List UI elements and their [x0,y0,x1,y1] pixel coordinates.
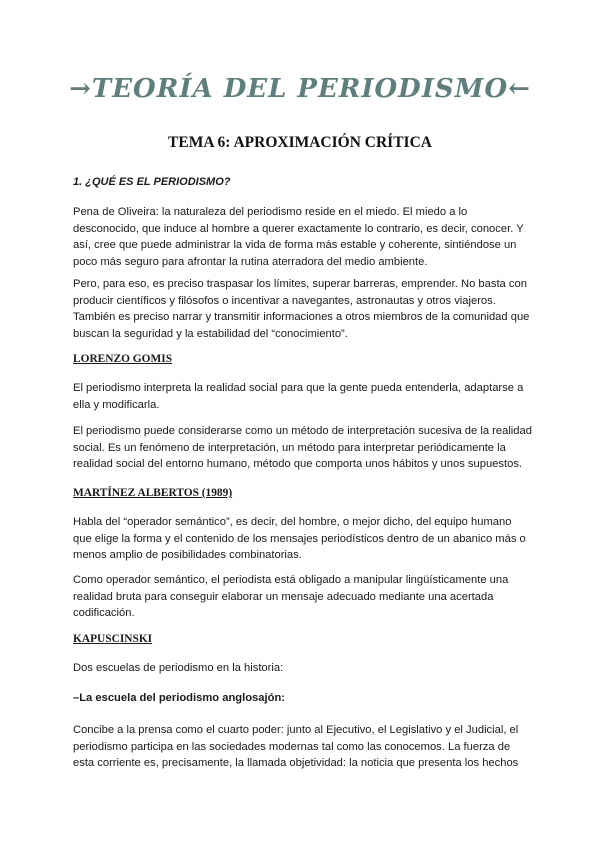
section-heading-question-1: 1. ¿QUÉ ES EL PERIODISMO? [73,176,231,188]
paragraph-anglo-school: Concibe a la prensa como el cuarto poder: junto al Ejecutivo, el Legislativo y el Judicial, el periodismo participa en las sociedades modernas tal como las conocemos. La fuerza de esta corriente es, precisamente, la llamada objetividad: la noticia que presenta los hechos [73,724,519,769]
paragraph-martinez-1: Habla del “operador semántico”, es decir, del hombre, o mejor dicho, del equipo humano que elige la forma y el contenido de los mensajes periodísticos dentro de un abanico más o menos amplio de posibilidades combinatorias. [73,516,526,561]
paragraph-kapuscinski-intro: Dos escuelas de periodismo en la historia: [73,662,284,674]
subheading-anglo-school: –La escuela del periodismo anglosajón: [73,692,285,704]
paragraph-gomis-1: El periodismo interpreta la realidad social para que la gente pueda entenderla, adaptarse a ella y modificarla. [73,382,524,411]
topic-subtitle: TEMA 6: APROXIMACIÓN CRÍTICA [168,134,432,151]
paragraph-oliveira-2: Pero, para eso, es preciso traspasar los límites, superar barreras, emprender. No basta con producir científicos y filósofos o incentivar a navegantes, astronautas y otros viajeros. También es preciso narrar y transmitir informaciones a otros miembros de la comunidad que buscan la seguridad y la estabilidad del “conocimiento”. [73,278,530,340]
paragraph-oliveira-1: Pena de Oliveira: la naturaleza del periodismo reside en el miedo. El miedo a lo desconocido, que induce al hombre a querer exactamente lo contrario, es decir, conocer. Y así, cree que puede administrar la vida de forma más estable y coherente, sintiéndose un poco más seguro para afrontar la rutina aterradora del medio ambiente. [73,206,524,268]
paragraph-gomis-2: El periodismo puede considerarse como un método de interpretación sucesiva de la realidad social. Es un fenómeno de interpretación, un método para interpretar periódicamente la realidad social del entorno humano, método que comporta unos hábitos y unos supuestos. [73,425,532,470]
paragraph-martinez-2: Como operador semántico, el periodista está obligado a manipular lingüísticamente una realidad bruta para conseguir elaborar un mensaje adecuado mediante una acertada codificación. [73,574,509,619]
document-title: →TEORÍA DEL PERIODISMO← [69,74,531,104]
section-heading-gomis: LORENZO GOMIS [73,353,173,365]
section-heading-kapuscinski: KAPUSCINSKI [73,633,153,645]
section-heading-martinez: MARTÍNEZ ALBERTOS (1989) [73,487,233,499]
